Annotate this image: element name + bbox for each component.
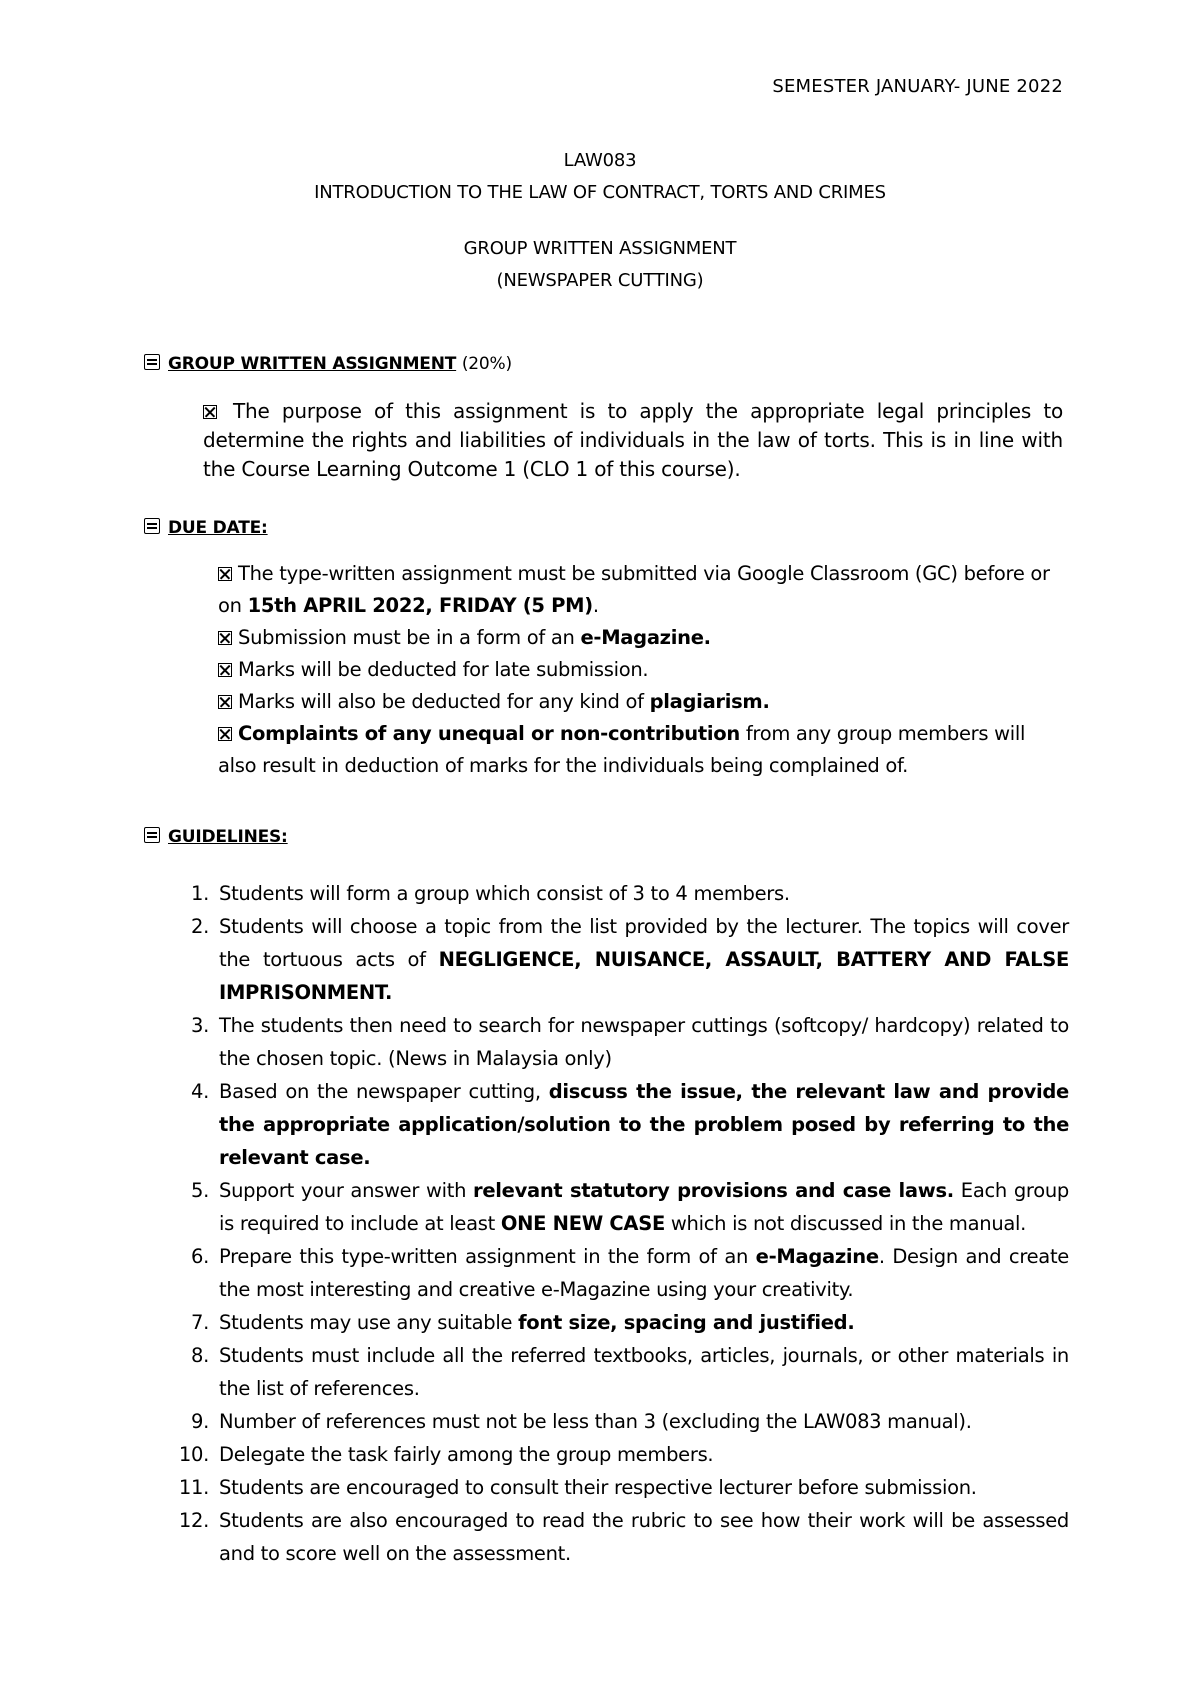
guideline-item — [163, 1306, 1069, 1339]
guideline-number: 7. — [190, 1311, 209, 1334]
guideline-number: 4. — [190, 1080, 209, 1103]
semester-header: SEMESTER JANUARY- JUNE 2022 — [772, 76, 1063, 97]
title-block — [0, 145, 1200, 209]
assignment-title-block — [0, 233, 1200, 297]
guideline-text — [219, 1339, 1069, 1405]
guideline-item — [163, 1438, 1069, 1471]
guideline-number: 8. — [190, 1344, 209, 1367]
guideline-text — [219, 1240, 1069, 1306]
text-run: Students are also encouraged to read the rubric to see how their work will be assessed and to score well on the assessment. — [219, 1509, 1069, 1565]
guideline-item — [163, 877, 1069, 910]
text-run: Submission must be in a form of an — [238, 626, 581, 649]
heading-label: DUE DATE: — [168, 518, 268, 538]
guideline-number: 12. — [178, 1509, 209, 1532]
purpose-paragraph — [203, 397, 1063, 484]
guideline-text — [219, 1504, 1069, 1570]
guideline-item — [163, 1240, 1069, 1306]
assignment-weight: (20%) — [461, 354, 512, 374]
bold-text-run: e-Magazine — [755, 1245, 879, 1268]
guideline-text — [219, 1438, 1069, 1471]
guideline-number: 2. — [190, 915, 209, 938]
section-heading-due-date — [144, 518, 268, 538]
text-run: Students may use any suitable — [219, 1311, 519, 1334]
text-run: Students will form a group which consist of 3 to 4 members. — [219, 882, 790, 905]
checkbox-x-icon — [218, 567, 232, 581]
bold-text-run: 15th APRIL 2022, FRIDAY (5 PM) — [247, 594, 593, 617]
text-run: Marks will be deducted for late submission. — [238, 658, 649, 681]
due-date-item — [218, 686, 1068, 718]
purpose-text: The purpose of this assignment is to apply the appropriate legal principles to determine the rights and liabilities of individuals in the law of torts. This is in line with the Course Learning Outcome 1 (CLO 1 of this course). — [203, 399, 1063, 481]
document-icon — [144, 827, 160, 843]
text-run: from any group members will also result in deduction of marks for the individuals being complained of. — [218, 722, 1026, 777]
text-run: The type-written assignment must be submitted via Google Classroom (GC) before or on — [218, 562, 1050, 617]
due-date-item — [218, 654, 1068, 686]
text-run: Marks will also be deducted for any kind of — [238, 690, 650, 713]
guideline-number: 3. — [190, 1014, 209, 1037]
due-date-item — [218, 622, 1068, 654]
bold-text-run: discuss the issue, the relevant law and provide the appropriate application/solution to the problem posed by referring to the relevant case. — [219, 1080, 1069, 1169]
text-run: which is not discussed in the manual. — [665, 1212, 1027, 1235]
guideline-number: 6. — [190, 1245, 209, 1268]
checkbox-x-icon — [203, 405, 217, 419]
guideline-item — [163, 1504, 1069, 1570]
checkbox-x-icon — [218, 631, 232, 645]
document-icon — [144, 354, 160, 370]
guideline-item — [163, 910, 1069, 1009]
guideline-item — [163, 1075, 1069, 1174]
assignment-type: GROUP WRITTEN ASSIGNMENT — [463, 238, 737, 259]
guideline-item — [163, 1405, 1069, 1438]
text-run: Students will choose a topic from the list provided by the lecturer. The topics will cover the tortuous acts of — [219, 915, 1069, 971]
bold-text-run: font size, spacing and justified. — [518, 1311, 855, 1334]
course-code: LAW083 — [563, 150, 637, 171]
guideline-text — [219, 1009, 1069, 1075]
guideline-text — [219, 1405, 1069, 1438]
guideline-number: 10. — [178, 1443, 209, 1466]
document-icon — [144, 518, 160, 534]
text-run: . — [592, 594, 599, 617]
checkbox-x-icon — [218, 727, 232, 741]
bold-text-run: ONE NEW CASE — [500, 1212, 665, 1235]
text-run: Students are encouraged to consult their respective lecturer before submission. — [219, 1476, 977, 1499]
guideline-item — [163, 1471, 1069, 1504]
text-run: . Design and create the most interesting and creative e-Magazine using your creativity. — [219, 1245, 1069, 1301]
guideline-item — [163, 1174, 1069, 1240]
guideline-text — [219, 1174, 1069, 1240]
text-run: The students then need to search for newspaper cuttings (softcopy/ hardcopy) related to the chosen topic. (News in Malaysia only) — [219, 1014, 1069, 1070]
course-name: INTRODUCTION TO THE LAW OF CONTRACT, TORTS AND CRIMES — [314, 182, 886, 203]
bold-text-run: plagiarism. — [649, 690, 770, 713]
heading-label: GUIDELINES: — [168, 827, 288, 847]
guideline-text — [219, 1471, 1069, 1504]
guideline-text — [219, 1075, 1069, 1174]
due-date-item — [218, 558, 1068, 622]
guideline-text — [219, 1306, 1069, 1339]
due-date-list — [218, 558, 1068, 782]
guideline-item — [163, 1339, 1069, 1405]
text-run: Prepare this type-written assignment in the form of an — [219, 1245, 756, 1268]
heading-label: GROUP WRITTEN ASSIGNMENT — [168, 354, 457, 374]
guideline-number: 11. — [178, 1476, 209, 1499]
text-run: Number of references must not be less than 3 (excluding the LAW083 manual). — [219, 1410, 972, 1433]
bold-text-run: relevant statutory provisions and case laws. — [473, 1179, 954, 1202]
section-heading-guidelines — [144, 827, 288, 847]
guideline-text — [219, 877, 1069, 910]
guideline-item — [163, 1009, 1069, 1075]
guidelines-list — [163, 877, 1069, 1570]
due-date-item — [218, 718, 1068, 782]
guideline-text — [219, 910, 1069, 1009]
guideline-number: 1. — [190, 882, 209, 905]
section-heading-assignment — [144, 354, 512, 374]
checkbox-x-icon — [218, 663, 232, 677]
text-run: Support your answer with — [219, 1179, 474, 1202]
bold-text-run: NEGLIGENCE, NUISANCE, ASSAULT, BATTERY AND FALSE IMPRISONMENT. — [219, 948, 1069, 1004]
text-run: Each group is required to include at least — [219, 1179, 1069, 1235]
guideline-number: 9. — [190, 1410, 209, 1433]
bold-text-run: Complaints of any unequal or non-contribution — [238, 722, 740, 745]
bold-text-run: e-Magazine. — [580, 626, 711, 649]
text-run: Based on the newspaper cutting, — [219, 1080, 549, 1103]
guideline-number: 5. — [190, 1179, 209, 1202]
checkbox-x-icon — [218, 695, 232, 709]
assignment-subtitle: (NEWSPAPER CUTTING) — [496, 270, 704, 291]
text-run: Delegate the task fairly among the group members. — [219, 1443, 714, 1466]
text-run: Students must include all the referred textbooks, articles, journals, or other materials in the list of references. — [219, 1344, 1069, 1400]
